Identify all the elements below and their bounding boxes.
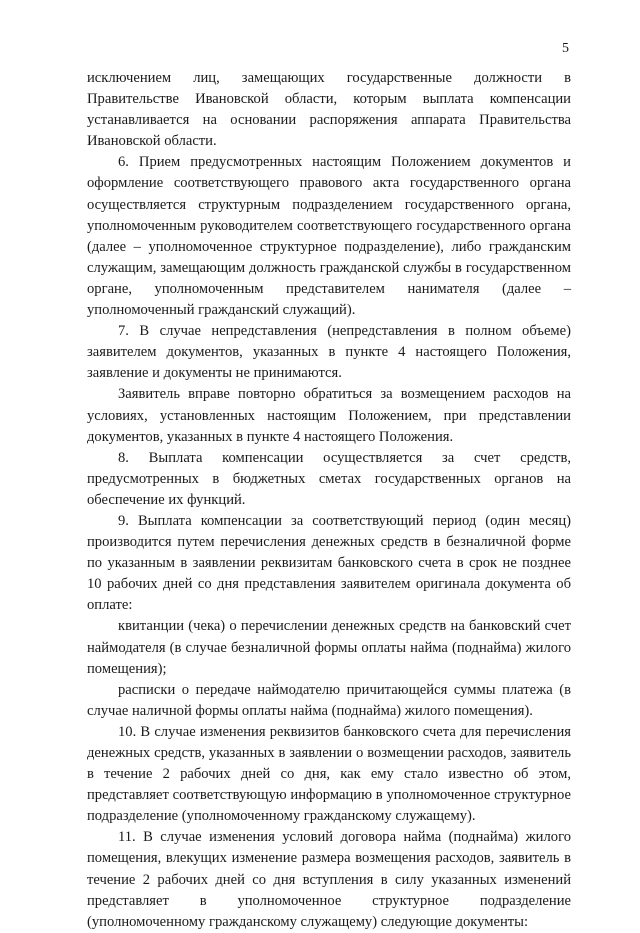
paragraph-item-6: 6. Прием предусмотренных настоящим Положением документов и оформление соответствующего правового акта государственного органа осуществляется структурным подразделением государственного органа, уполномоченным руководителем соответствующего государственного органа (далее – уполномоченное структурное подразделение), либо гражданским служащим, замещающим должность гражданской службы в государственном органе, уполномоченным представителем нанимателя (далее – уполномоченный гражданский служащий). [87, 154, 571, 319]
page-number: 5 [562, 41, 569, 56]
paragraph-cash-receipt: расписки о передаче наймодателю причитающейся суммы платежа (в случае наличной формы оплаты найма (поднайма) жилого помещения). [87, 681, 571, 719]
paragraph-item-11: 11. В случае изменения условий договора найма (поднайма) жилого помещения, влекущих изменение размера возмещения расходов, заявитель в течение 2 рабочих дней со дня вступления в силу указанных изменений представляет в уполномоченное структурное подразделение (уполномоченному гражданскому служащему) следующие документы: [87, 829, 571, 930]
paragraph-continuation: исключением лиц, замещающих государственные должности в Правительстве Ивановской области, которым выплата компенсации устанавливается на основании распоряжения аппарата Правительства Ивановской области. [87, 70, 571, 150]
paragraph-item-7: 7. В случае непредставления (непредставления в полном объеме) заявителем документов, указанных в пункте 4 настоящего Положения, заявление и документы не принимаются. [87, 323, 571, 382]
document-body [87, 68, 571, 933]
paragraph-reapply: Заявитель вправе повторно обратиться за возмещением расходов на условиях, установленных настоящим Положением, при представлении документов, указанных в пункте 4 настоящего Положения. [87, 386, 571, 445]
paragraph-item-10: 10. В случае изменения реквизитов банковского счета для перечисления денежных средств, указанных в заявлении о возмещении расходов, заявитель в течение 2 рабочих дней со дня, как ему стало известно об этом, представляет соответствующую информацию в уполномоченное структурное подразделение (уполномоченному гражданскому служащему). [87, 723, 571, 825]
paragraph-receipt: квитанции (чека) о перечислении денежных средств на банковский счет наймодателя (в случае безналичной формы оплаты найма (поднайма) жилого помещения); [87, 618, 571, 677]
paragraph-item-9: 9. Выплата компенсации за соответствующий период (один месяц) производится путем перечисления денежных средств в безналичной форме по указанным в заявлении реквизитам банковского счета в срок не позднее 10 рабочих дней со дня представления заявителем оригинала документа об оплате: [87, 512, 571, 614]
paragraph-item-8: 8. Выплата компенсации осуществляется за счет средств, предусмотренных в бюджетных сметах государственных органов на обеспечение их функций. [87, 449, 571, 508]
